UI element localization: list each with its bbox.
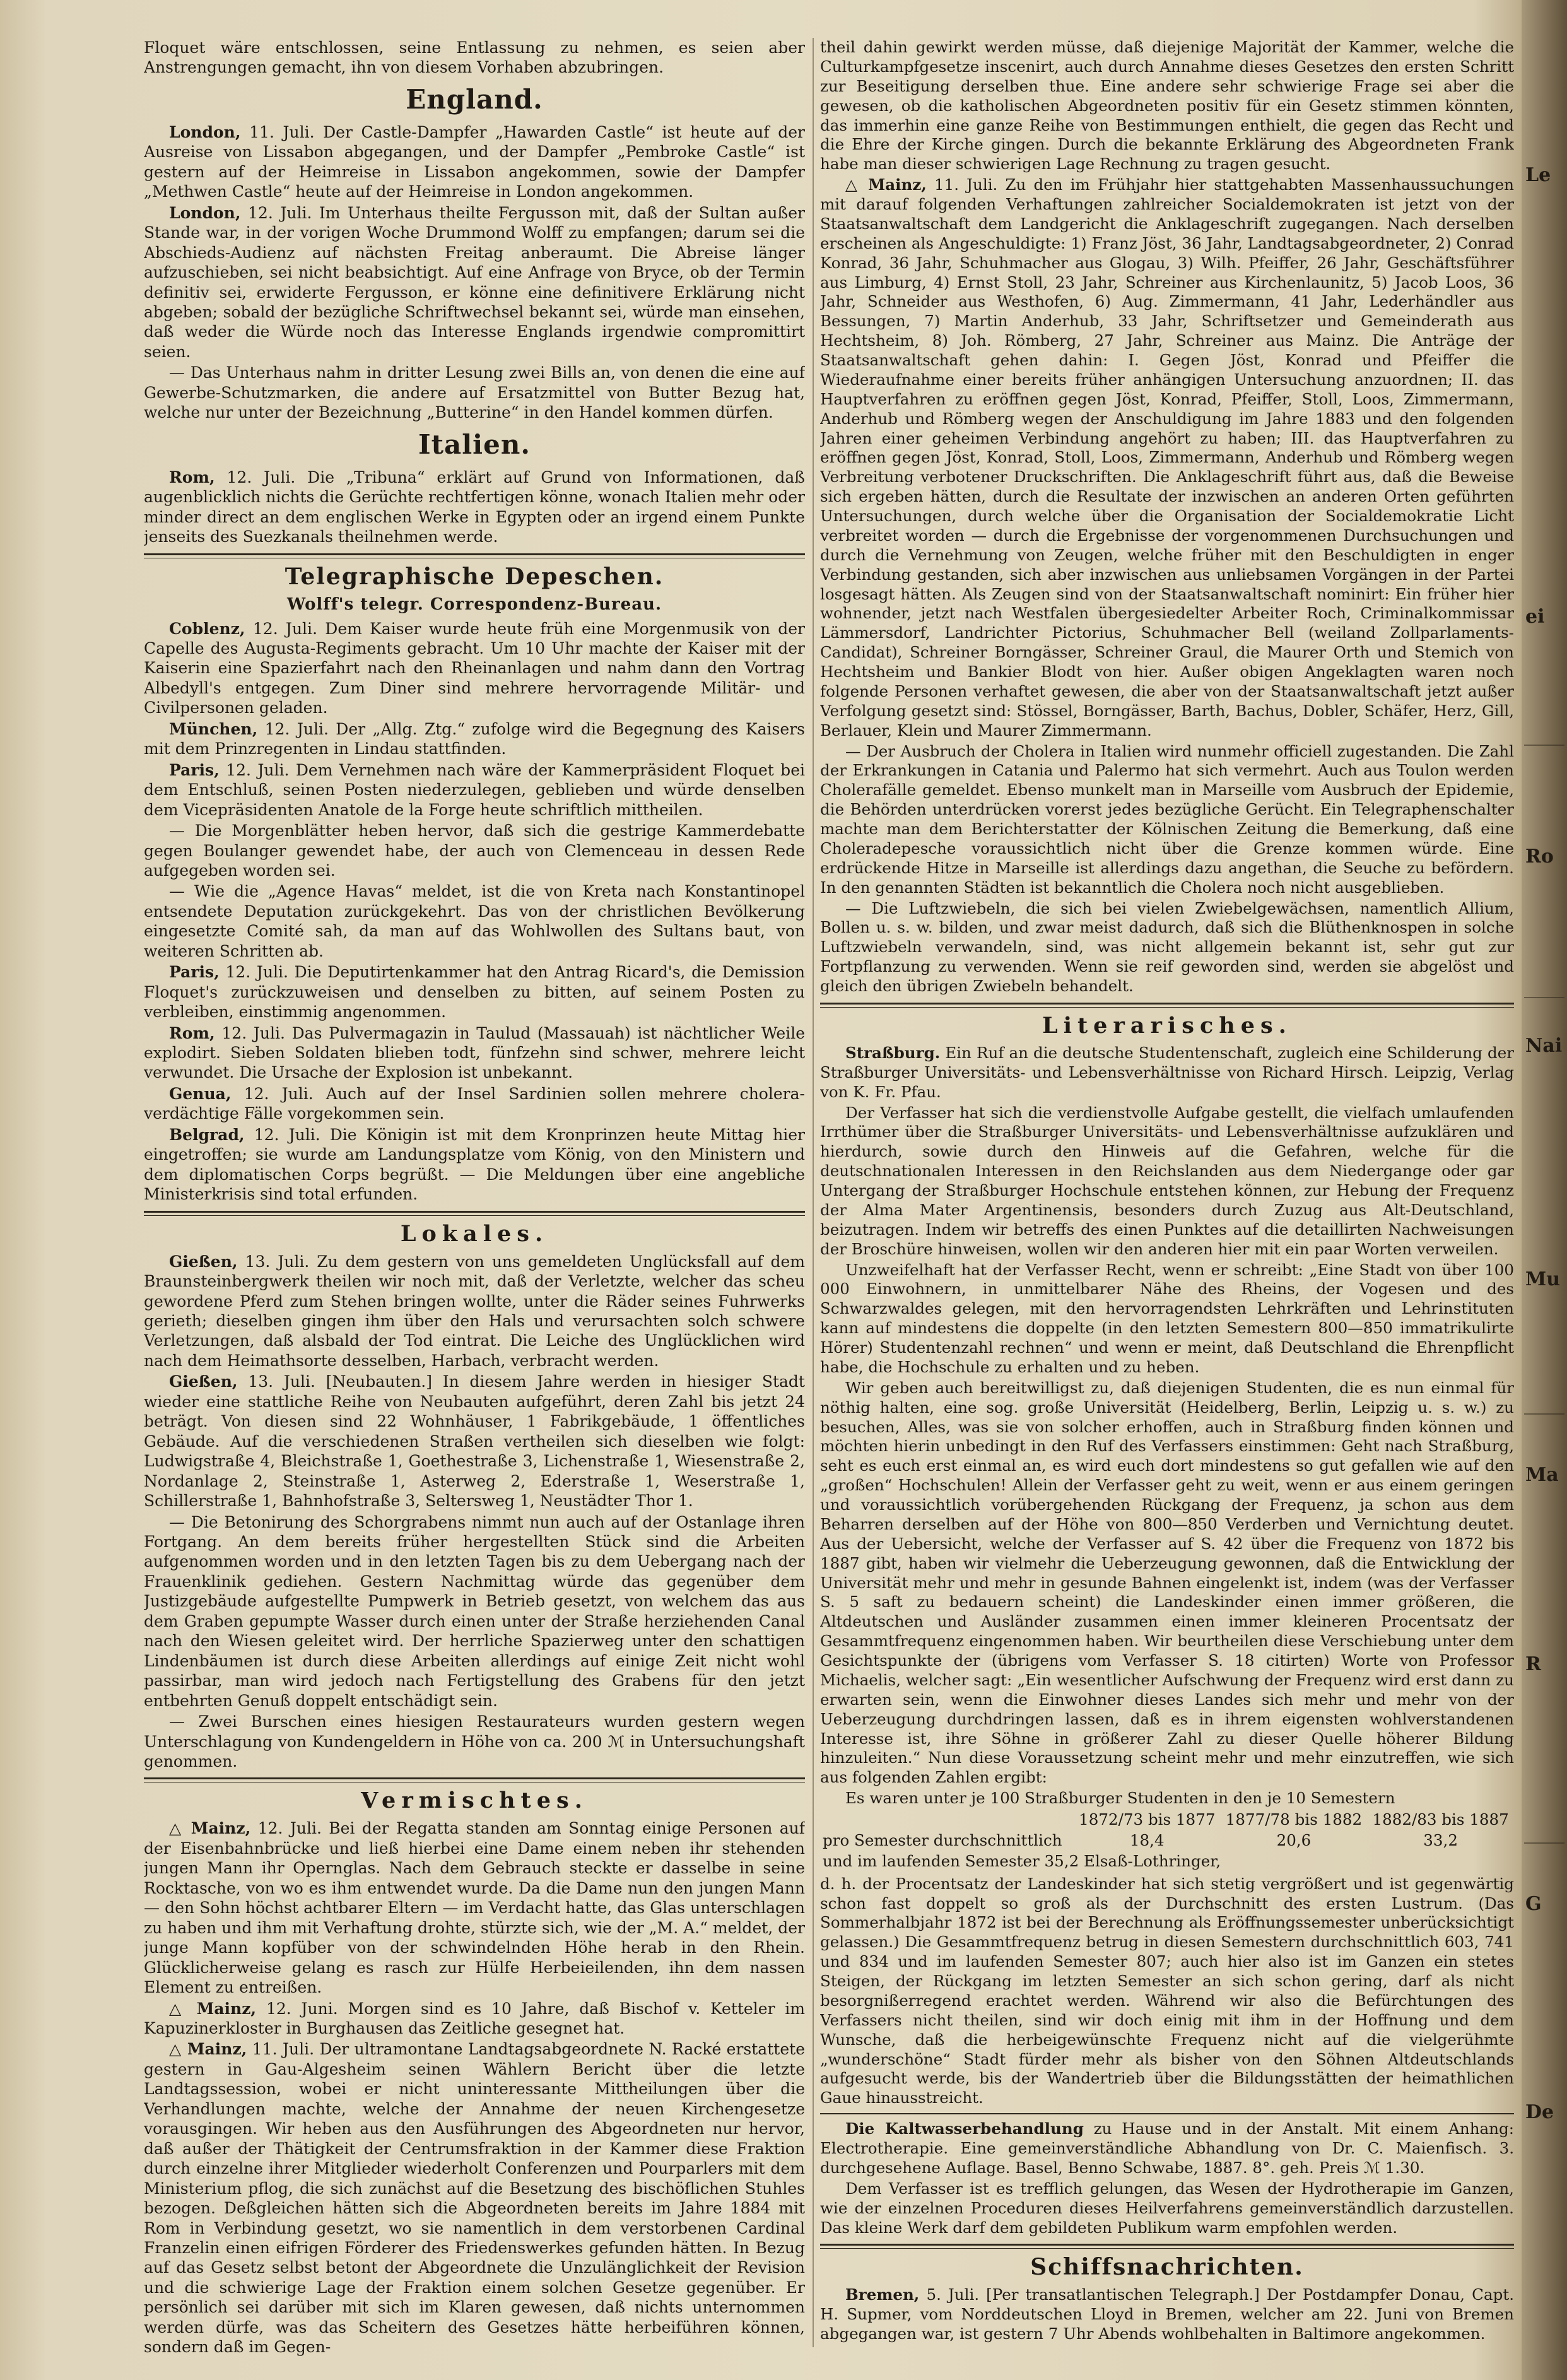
cholera-article: — Der Ausbruch der Cholera in Italien wird nunmehr officiell zugestanden. Die Zahl der Erkrankungen in Catania und Palermo hat sich vermehrt. Auch aus Toulon werden Cholerafälle gemeldet. Ebenso munkelt man in Marseille vom Ausbruch der Epidemie, die Behörden unterdrücken vorerst jedes bezügliche Gerücht. Ein Telegraphenschalter machte man dem Berichterstatter der Kölnischen Zeitung die Bemerkung, daß eine Choleradepesche voraussichtlich nicht über die Grenze kommen würde. Eine erdrückende Hitze in Marseille ist allerdings dazu angethan, die Seuche zu befördern. In den genannten Städten ist bekanntlich die Cholera noch nicht ausgeblieben. [820,741,1514,897]
edge-fragment: Le [1525,164,1551,186]
dateline: London, [169,203,241,222]
edge-rule [1524,997,1564,998]
edge-rule [1524,1413,1564,1415]
dateline: London, [169,122,241,141]
table-row [820,1830,1514,1851]
section-rule [820,1007,1514,1008]
telegram-item: — Die Morgenblätter heben hervor, daß sich die gestrige Kammerdebatte gegen Boulanger gewendet habe, der auch von Clemenceau in dessen Rede aufgegeben worden sei. [144,822,805,880]
telegram-item: Belgrad, 12. Juli. Die Königin ist mit dem Kronprinzen heute Mittag hier eingetroffen; sie wurde am Landungsplatze vom König, von den Ministern und dem diplomatischen Corps begrüßt. — Die Meldungen über eine angebliche Ministerkrisis sind total erfunden. [144,1124,805,1204]
dateline: Genua, [169,1083,232,1103]
lokales-heading: Lokales. [400,1220,549,1247]
dateline: München, [169,719,258,738]
section-rule [144,1211,805,1213]
dateline: Paris, [169,760,220,779]
literarisches-para-6: d. h. der Procentsatz der Landeskinder hat sich stetig vergrößert und ist gegenwärtig schon fast doppelt so groß als der Durchschnitt des ersten Lustrum. (Das Sommerhalbjahr 1872 ist bei der Berechnung als Eröffnungssemester unberücksichtigt gelassen.) Die Gesammtfrequenz betrug in diesen Semestern durchschnittlich 603, 741 und 834 und im laufenden Semester 807; auch hier also ist im Ganzen ein stetes Steigen, der Rückgang im letzten Semester an sich schon gering, darf als nicht besorgnißerregend erachtet werden. Während wir also die Befürchtungen des Verfassers nicht theilen, sind wir doch einig mit ihm in der Hoffnung und dem Wunsche, daß die herbeigewünschte Frequenz nicht auf die vielgerühmte „wunderschöne“ Stadt fürder mehr als bisher von den Söhnen Altdeutschlands aufgesucht werde, bis der Wandertrieb über die Bildungsstätten der heimathlichen Gaue hinausstreicht. [820,1874,1514,2107]
dateline: △ Mainz, [845,175,927,194]
telegram-item: Genua, 12. Juli. Auch auf der Insel Sardinien sollen mehrere cholera-verdächtige Fälle vorgekommen sein. [144,1083,805,1123]
lokal-item: Gießen, 13. Juli. [Neubauten.] In diesem Jahre werden in hiesiger Stadt wieder eine stattliche Reihe von Neubauten aufgeführt, deren Zahl bis jetzt 24 beträgt. Von diesen sind 22 Wohnhäuser, 1 Fabrikgebäude, 1 öffentliches Gebäude. Auf die verschiedenen Straßen vertheilen sich dieselben wie folgt: Ludwigstraße 4, Bleichstraße 1, Goethestraße 3, Lichenstraße 1, Wiesenstraße 2, Nordanlage 2, Steinstraße 1, Asterweg 2, Ederstraße 1, Weserstraße 1, Schillerstraße 1, Bahnhofstraße 3, Seltersweg 1, Neustädter Thor 1. [144,1372,805,1511]
mainz-anklage-article: △ Mainz, 11. Juli. Zu den im Frühjahr hier stattgehabten Massenhaussuchungen mit darauf folgenden Verhaftungen zahlreicher Socialdemokraten ist jetzt von der Staatsanwaltschaft dem Landgericht die Anklageschrift zugegangen. Nach derselben erscheinen als Angeschuldigte: 1) Franz Jöst, 36 Jahr, Landtagsabgeordneter, 2) Conrad Konrad, 36 Jahr, Schuhmacher aus Glogau, 3) Wilh. Pfeiffer, 26 Jahr, Geschäftsführer aus Limburg, 4) Ernst Stoll, 23 Jahr, Schreiner aus Kirchenlaunitz, 5) Jacob Loos, 36 Jahr, Schneider aus Westhofen, 6) Aug. Zimmermann, 41 Jahr, Lederhändler aus Bessungen, 7) Martin Anderhub, 33 Jahr, Schriftsetzer und Gemeinderath aus Hechtsheim, 8) Joh. Römberg, 27 Jahr, Schreiner aus Mainz. Die Anträge der Staatsanwaltschaft gehen dahin: I. Gegen Jöst, Konrad und Pfeiffer die Wiederaufnahme einer bereits früher anhängigen Untersuchung anzuordnen; II. das Hauptverfahren zu eröffnen gegen Jöst, Konrad, Pfeiffer, Stoll, Loos, Zimmermann, Anderhub und Römberg wegen der Anschuldigung im Jahre 1883 und den folgenden Jahren einer geheimen Verbindung angehört zu haben; III. das Hauptverfahren zu eröffnen gegen Jöst, Konrad, Stoll, Loos, Zimmermann, Anderhub und Römberg wegen Verbreitung verbotener Druckschriften. Die Anklageschrift führt aus, daß die Beweise sich ergeben hätten, durch die Resultate der inzwischen an anderen Orten geführten Untersuchungen, durch welche über die Organisation der Socialdemokratie Licht verbreitet worden — durch die Ergebnisse der vorgenommenen Durchsuchungen und durch die Vernehmung von Zeugen, welche früher mit den Beschuldigten in enger Verbindung gestanden, sich aber inzwischen aus unliebsamen Vorgängen in der Partei losgesagt hätten. Als Zeugen sind von der Staatsanwaltschaft nominirt: Ein früher hier wohnender, jetzt nach Westfalen übergesiedelter Arbeiter Roch, Criminalkommissar Lämmersdorf, Landrichter Pictorius, Schuhmacher Bell (weiland Zollparlaments-Candidat), Schreiner Borngässer, Schreiner Graul, die Maurer Orth und Stemich von Hechtsheim und Bankier Blodt von hier. Außer obigen Angeklagten waren noch folgende Personen verhaftet gewesen, die aber von der Staatsanwaltschaft jetzt außer Verfolgung gesetzt sind: Stössel, Borngässer, Barth, Bachus, Dobler, Schäfer, Herz, Gill, Berlauer, Klein und Maurer Zimmermann. [820,175,1514,739]
dateline: Coblenz, [169,618,245,638]
literarisches-para-5: Es waren unter je 100 Straßburger Studenten in den je 10 Semestern [845,1789,1395,1808]
edge-fragment: ei [1525,606,1545,628]
table-row-label: pro Semester durchschnittlich [823,1830,1062,1849]
table-header: 1882/83 bis 1887 [1372,1810,1509,1829]
italien-heading: Italien. [418,428,531,460]
table-cell: 20,6 [1276,1830,1312,1849]
edge-fragment: G [1525,1893,1542,1915]
dateline: Rom, [169,467,215,486]
england-heading: England. [406,83,543,115]
telegramme-subheading: Wolff's telegr. Correspondenz-Bureau. [286,594,662,614]
section-rule [820,2244,1514,2246]
schiffsnachrichten-heading: Schiffsnachrichten. [1030,2254,1304,2281]
floquet-intro: Floquet wäre entschlossen, seine Entlassung zu nehmen, es seien aber Anstrengungen gemacht, ihn von diesem Vorhaben abzubringen. [144,38,805,77]
lokal-item: — Die Betonirung des Schorgrabens nimmt nun auch auf der Ostanlage ihren Fortgang. An dem bereits früher hergestellten Stück sind die Arbeiten aufgenommen worden und in den letzten Tagen bis zu dem Uebergang nach der Frauenklinik gediehen. Gestern Nachmittag würde das gegenüber dem Justizgebäude aufgestellte Pumpwerk in Betrieb gesetzt, von welchem das aus dem Graben gepumpte Wasser durch einen unter der Straße herziehenden Canal nach den Wiesen geleitet wird. Der herrliche Spazierweg unter den schattigen Lindenbäumen ist durch diese Arbeiten allerdings auf einige Zeit nicht wohl passirbar, man wird jedoch nach Fertigstellung des Grabens für den jetzt entbehrten Genuß doppelt entschädigt sein. [144,1512,805,1710]
table-row [820,1851,1514,1872]
book-title: Die Kaltwasserbehandlung [845,2119,1084,2138]
table-cell: 33,2 [1423,1830,1458,1849]
dateline: Paris, [169,962,220,982]
telegram-item: Paris, 12. Juli. Dem Vernehmen nach wäre der Kammerpräsident Floquet bei dem Entschluß, seinen Posten niederzulegen, geblieben und würde denselben dem Vicepräsidenten Anatole de la Forge heute schriftlich mittheilen. [144,760,805,819]
table-row-label: und im laufenden Semester 35,2 Elsaß-Lothringer, [823,1851,1221,1870]
edge-fragment: Ma [1525,1464,1559,1486]
literarisches-para-3: Unzweifelhaft hat der Verfasser Recht, wenn er schreibt: „Eine Stadt von über 100 000 Einwohnern, in unmittelbarer Nähe des Rheins, der Vogesen und des Schwarzwaldes gelegen, mit den hervorragendsten Lehrkräften und Lehrinstituten kann auf mindestens die doppelte (in den letzten Semestern 800—850 immatrikulirte Hörer) Studentenzahl rechnen“ und wenn er meint, daß Deutschland die Ehrenpflicht habe, die Hochschule zu erhalten und zu heben. [820,1260,1514,1376]
dateline: △ Mainz, [169,1998,257,2018]
england-article-2: London, 12. Juli. Im Unterhaus theilte Fergusson mit, daß der Sultan außer Stande war, in der vorigen Woche Drummond Wolff zu empfangen; darum sei die Abschieds-Audienz auf nächsten Freitag anberaumt. Die Abreise länger aufzuschieben, sei nicht beabsichtigt. Auf eine Anfrage von Bryce, ob der Termin definitiv sei, erwiderte Fergusson, er könne eine definitivere Erklärung nicht abgeben; sobald der bezügliche Schriftwechsel bekannt sei, würde man einsehen, daß weder die Würde noch das Interesse Englands irgendwie compromittirt seien. [144,203,805,361]
section-rule [820,1003,1514,1004]
schiffs-article: Bremen, 5. Juli. [Per transatlantischen Telegraph.] Der Postdampfer Donau, Capt. H. Supmer, vom Norddeutschen Lloyd in Bremen, welcher am 22. Juni von Bremen abgegangen war, ist gestern 7 Uhr Abends wohlbehalten in Baltimore angekommen. [820,2285,1514,2343]
table-header: 1877/78 bis 1882 [1225,1810,1363,1829]
vermischtes-list [144,1818,805,2357]
vermischtes-item: △ Mainz, 12. Juni. Morgen sind es 10 Jahre, daß Bischof v. Ketteler im Kapuzinerkloster in Burghausen das Zeitliche gesegnet hat. [144,1998,805,2037]
edge-rule [1524,745,1564,746]
edge-fragment: R [1525,1653,1541,1675]
mainz-continuation: theil dahin gewirkt werden müsse, daß diejenige Majorität der Kammer, welche die Culturkampfgesetze inscenirt, auch durch Annahme dieses Gesetzes den ersten Schritt zur Beseitigung derselben thue. Eine andere sehr schwierige Frage sei aber die gewesen, ob die katholischen Abgeordneten positiv für ein Gesetz stimmen könnten, das immerhin eine ganze Reihe von Bestimmungen enthielt, die gegen das Recht und die Ehre der Kirche gingen. Durch die bekannte Erklärung des Abgeordneten Frank habe man dieser schwierigen Lage Rechnung zu tragen gesucht. [820,38,1514,174]
table-header: 1872/73 bis 1877 [1079,1810,1216,1829]
section-rule [144,553,805,555]
telegram-item: München, 12. Juli. Der „Allg. Ztg.“ zufolge wird die Begegnung des Kaisers mit dem Prinzregenten in Lindau stattfinden. [144,719,805,758]
lokal-item: — Zwei Burschen eines hiesigen Restaurateurs wurden gestern wegen Unterschlagung von Kundengeldern in Höhe von ca. 200 ℳ in Untersuchungshaft genommen. [144,1712,805,1770]
edge-fragment: De [1525,2101,1554,2123]
short-rule [820,2113,1514,2114]
table-cell [820,1810,1074,1830]
england-article-3: — Das Unterhaus nahm in dritter Lesung zwei Bills an, von denen die eine auf Gewerbe-Schutzmarken, die andere auf Ersatzmittel von Butter Bezug hat, welche nur unter der Bezeichnung „Butterine“ in den Handel kommen dürfen. [144,363,805,422]
edge-fragment: Nai [1525,1035,1563,1057]
literarisches-para-4: Wir geben auch bereitwilligst zu, daß diejenigen Studenten, die es nun einmal für nöthig halten, eine sog. große Universität (Heidelberg, Berlin, Leipzig u. s. w.) zu besuchen, Alles, was sie von solcher erhoffen, auch in Straßburg finden können und möchten hierin unbedingt in den Ruf des Verfassers einstimmen: Geht nach Straßburg, seht es euch erst einmal an, es wird euch dort mindestens so gut gefallen wie auf den „großen“ Hochschulen! Allein der Verfasser geht zu weit, wenn er aus einem geringen und voraussichtlich vorübergehenden Rückgang der Frequenz, ja schon aus dem Beharren derselben auf der Höhe von 800—850 Verderben und Vernichtung deutet. Aus der Uebersicht, welche der Verfasser auf S. 42 über die Frequenz von 1872 bis 1887 gibt, haben wir vielmehr die Ueberzeugung gewonnen, daß die Entwicklung der Universität mehr und mehr in gesunde Bahnen eingelenkt ist, indem (was der Verfasser S. 5 saft zu bedauern scheint) die Landeskinder einen immer größeren, die Altdeutschen und Ausländer zusammen einen immer kleineren Procentsatz der Gesammtfrequenz eingenommen haben. Wir beurtheilen diese Verschiebung unter dem Gesichtspunkte der (übrigens vom Verfasser S. 18 citirten) Worte von Professor Michaelis, welcher sagt: „Ein wesentlicher Aufschwung der Frequenz wird erst dann zu erwarten sein, wenn die Einwohner dieses Landes sich mehr und mehr von der Ueberzeugung durchdringen lassen, daß es in ihrem eigensten wohlverstandenen Interesse ist, ihre Söhne in größerer Zahl zu dieser Quelle höherer Bildung hinzuleiten.“ Nun diese Voraussetzung scheint mehr und mehr einzutreffen, wie sich aus folgenden Zahlen ergibt: [820,1378,1514,1787]
lokal-item: Gießen, 13. Juli. Zu dem gestern von uns gemeldeten Unglücksfall auf dem Braunsteinbergwerk theilen wir noch mit, daß der Verletzte, welcher das scheu gewordene Pferd zum Stehen bringen wollte, unter die Räder seines Fuhrwerks gerieth; dieselben gingen ihm über den Hals und verursachten solch schwere Verletzungen, daß alsbald der Tod eintrat. Die Leiche des Unglücklichen wird nach dem Heimathsorte desselben, Harbach, verbracht werden. [144,1251,805,1370]
luftzwiebeln-article: — Die Luftzwiebeln, die sich bei vielen Zwiebelgewächsen, namentlich Allium, Bollen u. s. w. bilden, und zwar meist dadurch, daß sich die Blüthenknospen in solche Luftzwiebeln verwandeln, sind, was nicht allgemein bekannt ist, sehr gut zur Fortpflanzung zu verwenden. Wenn sie reif geworden sind, werden sie abgelöst und gleich den übrigen Zwiebeln behandelt. [820,898,1514,995]
vermischtes-item: △ Mainz, 12. Juli. Bei der Regatta standen am Sonntag einige Personen auf der Eisenbahnbrücke und ließ hierbei eine Dame einem neben ihr stehenden jungen Mann ihr Opernglas. Nach dem Gebrauch steckte er dasselbe in seine Rocktasche, von wo es ihm entwendet wurde. Da die Dame nun den jungen Mann — den Sohn höchst achtbarer Eltern — im Verdacht hatte, das Glas unterschlagen zu haben und ihm mit Verhaftung drohte, stürzte sich, wie der „M. A.“ meldet, der junge Mann kopfüber von der schwindelnden Höhe herab in den Rhein. Glücklicherweise gelang es rasch zur Hülfe Herbeieilenden, ihn dem nassen Element zu entreißen. [144,1818,805,1997]
dateline: △ Mainz, [169,1818,251,1838]
dateline: Gießen, [169,1251,238,1271]
literarisches-para-2: Der Verfasser hat sich die verdienstvolle Aufgabe gestellt, die vielfach umlaufenden Irrthümer über die Straßburger Universitäts- und Lebensverhältnisse aufzuklären und hierdurch, sowie durch den Hinweis auf die Gefahren, welche für die deutschnationalen Interessen in den Reichslanden aus dem Niedergange oder gar Untergang der Straßburger Hochschule entstehen können, zur Hebung der Frequenz der Alma Mater Argentinensis, besonders durch Zuzug aus Alt-Deutschland, beizutragen. Indem wir betreffs des einen Punktes auf die detaillirten Nachweisungen der Broschüre hinweisen, wollen wir den anderen hier mit ein paar Worten verweilen. [820,1103,1514,1258]
frequency-table [820,1810,1514,1872]
lokales-list [144,1252,805,1772]
right-column [820,38,1514,2360]
england-article-1: London, 11. Juli. Der Castle-Dampfer „Hawarden Castle“ ist heute auf der Ausreise von Lissabon abgegangen, und der Dampfer „Pembroke Castle“ ist gestern auf der Heimreise in Lissabon angekommen, sowie der Dampfer „Methwen Castle“ heute auf der Heimreise in London angekommen. [144,122,805,201]
telegramme-list [144,619,805,1205]
section-rule [820,2248,1514,2249]
vermischtes-heading: Vermischtes. [361,1788,588,1814]
literarisches-kaltwasser: Die Kaltwasserbehandlung zu Hause und in der Anstalt. Mit einem Anhang: Electrotherapie. Eine gemeinverständliche Abhandlung von Dr. C. Maienfisch. 3. durchgesehene Auflage. Basel, Benno Schwabe, 1887. 8°. geh. Preis ℳ 1.30. [820,2119,1514,2177]
table-row [820,1810,1514,1830]
dateline: Straßburg. [845,1043,941,1062]
edge-rule [1524,1842,1564,1844]
dateline: Rom, [169,1023,215,1042]
telegram-item: Coblenz, 12. Juli. Dem Kaiser wurde heute früh eine Morgenmusik von der Capelle des Augusta-Regiments gebracht. Um 10 Uhr machte der Kaiser mit der Kaiserin eine Spazierfahrt nach den Rheinanlagen und nahm dann den Vortrag Albedyll's entgegen. Zum Diner sind mehrere hervorragende Militär- und Civilpersonen geladen. [144,618,805,717]
italien-article: Rom, 12. Juli. Die „Tribuna“ erklärt auf Grund von Informationen, daß augenblicklich nichts die Gerüchte rechtfertigen könne, wonach Italien mehr oder minder direct an dem englischen Werke in Egypten oder an irgend einem Punkte jenseits des Suezkanals theilnehmen werde. [144,467,805,546]
table-cell: 18,4 [1129,1830,1165,1849]
telegram-item: Rom, 12. Juli. Das Pulvermagazin in Taulud (Massauah) ist nächtlicher Weile explodirt. Sieben Soldaten blieben todt, fünfzehn sind schwer, mehrere leicht verwundet. Die Ursache der Explosion ist unbekannt. [144,1023,805,1082]
edge-fragment: Ro [1525,845,1554,868]
telegram-item: Paris, 12. Juli. Die Deputirtenkammer hat den Antrag Ricard's, die Demission Floquet's zurückzuweisen und denselben zu bitten, auf seinem Posten zu verbleiben, einstimmig angenommen. [144,962,805,1022]
column-divider [813,38,814,2347]
left-column [144,38,805,2360]
dateline: Belgrad, [169,1124,245,1144]
vermischtes-item: △ Mainz, 11. Juli. Der ultramontane Landtagsabgeordnete N. Racké erstattete gestern in Gau-Algesheim seinen Wählern Bericht über die letzte Landtagssession, wobei er nicht uninteressante Mittheilungen über die Verhandlungen machte, welche der Annahme der neuen Kirchengesetze vorausgingen. Wir heben aus den Ausführungen des Abgeordneten nur hervor, daß außer der Thätigkeit der Centrumsfraktion in der Kammer diese Fraktion durch einzelne ihrer Mitglieder wiederholt Conferenzen und Pourparlers mit dem Ministerium pflog, die sich zunächst auf die Besetzung des bischöflichen Stuhles bezogen. Deßgleichen hätten sich die Abgeordneten bereits im Jahre 1884 mit Rom in Verbindung gesetzt, wo sie namentlich in dem verstorbenen Cardinal Franzelin einen eifrigen Förderer des Friedenswerkes gefunden hätten. In Bezug auf das Gesetz selbst betont der Abgeordnete die Unzulänglichkeit der Revision und die schwierige Lage der Fraktion einem solchen Gesetze gegenüber. Er persönlich sei darüber mit sich im Klaren gewesen, daß nichts unternommen werden dürfe, was das Scheitern des Gesetzes hätte herbeiführen können, sondern daß im Gegen- [144,2039,805,2357]
telegramme-heading: Telegraphische Depeschen. [285,563,664,590]
section-rule [144,1215,805,1216]
section-rule [144,1777,805,1779]
literarisches-heading: Literarisches. [1042,1012,1292,1039]
dateline: Bremen, [845,2285,920,2304]
edge-fragment: Mu [1525,1268,1561,1290]
dateline: Gießen, [169,1372,238,1391]
literarisches-para-8: Dem Verfasser ist es trefflich gelungen, das Wesen der Hydrotherapie im Ganzen, wie der einzelnen Proceduren dieses Heilverfahrens gemeinverständlich darzustellen. Das kleine Werk darf dem gebildeten Publikum warm empfohlen werden. [820,2179,1514,2237]
dateline: △ Mainz, [169,2039,247,2059]
telegram-item: — Wie die „Agence Havas“ meldet, ist die von Kreta nach Konstantinopel entsendete Deputation zurückgekehrt. Das von der christlichen Bevölkerung eingesetzte Comité sah, da man auf das Wohlwollen des Sultans baut, von weiteren Schritten ab. [144,882,805,960]
adjacent-page-edge [1522,0,1567,2380]
literarisches-strassburg: Straßburg. Ein Ruf an die deutsche Studentenschaft, zugleich eine Schilderung der Straßburger Universitäts- und Lebensverhältnisse von Richard Hirsch. Leipzig, Verlag von K. Fr. Pfau. [820,1043,1514,1101]
